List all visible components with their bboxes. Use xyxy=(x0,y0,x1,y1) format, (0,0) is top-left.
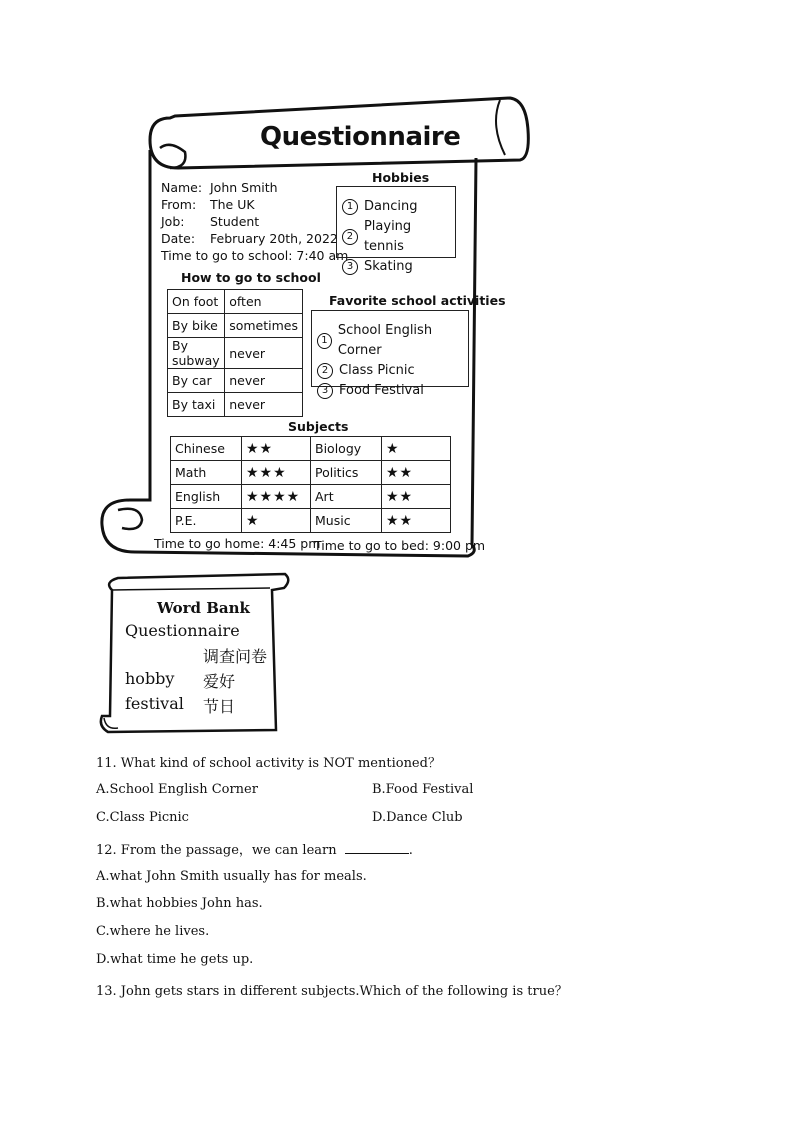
subjects-title: Subjects xyxy=(288,419,349,434)
word-bank-word: Questionnaire xyxy=(125,621,240,640)
option-d[interactable]: D.Dance Club xyxy=(372,810,463,825)
table-row: By taxi never xyxy=(168,393,303,417)
info-row-date: Date: February 20th, 2022 xyxy=(161,231,338,246)
home-time: Time to go home: 4:45 pm xyxy=(154,536,321,551)
table-row: English ★★★★ Art ★★ xyxy=(171,485,451,509)
questionnaire-title: Questionnaire xyxy=(260,122,461,152)
info-row-job: Job: Student xyxy=(161,214,260,229)
word-bank-meaning: 节日 xyxy=(203,697,236,716)
option-c[interactable]: C.Class Picnic xyxy=(96,810,189,825)
transport-table xyxy=(167,289,303,417)
activity-item: 1 School English Corner xyxy=(317,321,468,361)
option-b[interactable]: B.what hobbies John has. xyxy=(96,896,263,911)
hobbies-box xyxy=(336,186,456,274)
personal-info xyxy=(161,179,348,264)
hobby-item: 2 Playing tennis xyxy=(342,217,455,257)
question-13: 13. John gets stars in different subjects.Which of the following is true？ xyxy=(96,984,568,999)
option-c[interactable]: C.where he lives. xyxy=(96,924,210,939)
info-row-from: From: The UK xyxy=(161,197,255,212)
option-d[interactable]: D.what time he gets up. xyxy=(96,952,254,967)
question-11: 11. What kind of school activity is NOT mentioned？ xyxy=(96,756,441,771)
table-row: By bike sometimes xyxy=(168,314,303,338)
option-b[interactable]: B.Food Festival xyxy=(372,782,474,797)
word-bank-word: hobby xyxy=(125,669,175,688)
hobby-item: 1 Dancing xyxy=(342,197,455,217)
subjects-table xyxy=(170,436,451,533)
school-time: Time to go to school: 7:40 am xyxy=(161,248,349,263)
word-bank-title: Word Bank xyxy=(157,599,250,617)
word-bank-meaning: 调查问卷 xyxy=(203,647,268,666)
info-row-name: Name: John Smith xyxy=(161,180,278,195)
answer-blank[interactable] xyxy=(345,853,409,854)
table-row: By car never xyxy=(168,369,303,393)
activities-box xyxy=(311,310,469,398)
table-row: On foot often xyxy=(168,290,303,314)
hobby-item: 3 Skating xyxy=(342,257,455,277)
option-a[interactable]: A.what John Smith usually has for meals. xyxy=(96,869,367,884)
word-bank-meaning: 爱好 xyxy=(203,672,236,691)
option-a[interactable]: A.School English Corner xyxy=(96,782,258,797)
activities-title: Favorite school activities xyxy=(329,293,506,308)
activity-item: 3 Food Festival xyxy=(317,381,468,401)
table-row: P.E. ★ Music ★★ xyxy=(171,509,451,533)
activity-item: 2 Class Picnic xyxy=(317,361,468,381)
transport-title: How to go to school xyxy=(181,270,321,285)
bed-time: Time to go to bed: 9:00 pm xyxy=(314,538,486,553)
hobbies-title: Hobbies xyxy=(372,170,430,185)
table-row: Math ★★★ Politics ★★ xyxy=(171,461,451,485)
question-12: 12. From the passage，we can learn . xyxy=(96,843,413,858)
table-row: By subway never xyxy=(168,338,303,369)
table-row: Chinese ★★ Biology ★ xyxy=(171,437,451,461)
word-bank-word: festival xyxy=(125,694,184,713)
